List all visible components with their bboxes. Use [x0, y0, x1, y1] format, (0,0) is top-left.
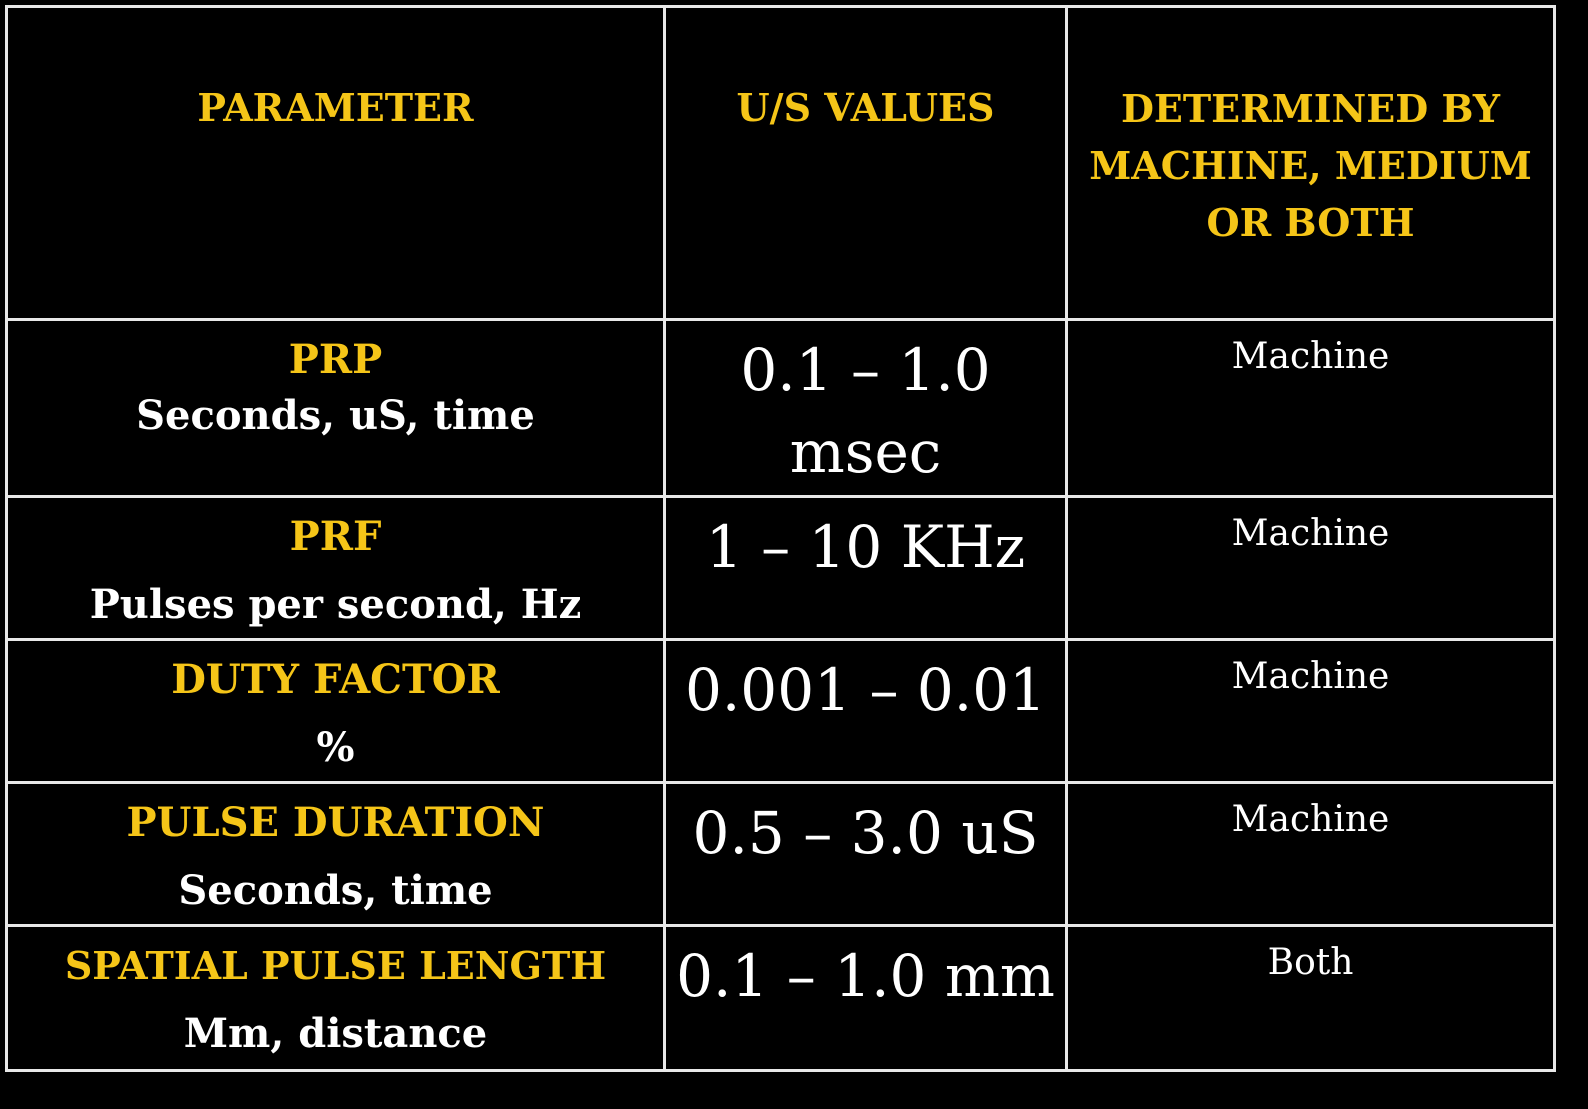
table-row: [7, 320, 1555, 497]
parameter-unit: Pulses per second, Hz: [89, 581, 582, 628]
value-cell: [665, 926, 1067, 1071]
value-cell: [665, 783, 1067, 926]
table-row: [7, 640, 1555, 783]
value-cell: [665, 640, 1067, 783]
parameter-name: PULSE DURATION: [126, 799, 545, 846]
header-cell-values: [665, 7, 1067, 320]
parameter-cell: [7, 640, 665, 783]
determined-by: Machine: [1231, 799, 1390, 840]
table-header-row: [7, 7, 1555, 320]
parameter-cell: [7, 497, 665, 640]
us-value: 0.1 – 1.0 mm: [676, 942, 1055, 1010]
parameter-unit: Mm, distance: [183, 1010, 488, 1057]
determined-by: Machine: [1231, 656, 1390, 697]
parameter-name: DUTY FACTOR: [171, 656, 500, 703]
header-determined-by: DETERMINED BY MACHINE, MEDIUM OR BOTH: [1089, 86, 1532, 245]
determined-by-cell: [1067, 497, 1555, 640]
header-values: U/S VALUES: [736, 85, 995, 130]
parameters-table: [5, 5, 1556, 1072]
determined-by-cell: [1067, 640, 1555, 783]
determined-by-cell: [1067, 783, 1555, 926]
table-row: [7, 497, 1555, 640]
parameter-name: PRP: [288, 336, 383, 383]
header-cell-parameter: [7, 7, 665, 320]
us-value: 0.5 – 3.0 uS: [692, 799, 1039, 867]
determined-by-cell: [1067, 926, 1555, 1071]
value-cell: [665, 497, 1067, 640]
determined-by: Both: [1267, 942, 1354, 983]
parameter-unit: Seconds, time: [178, 867, 493, 914]
header-parameter: PARAMETER: [197, 85, 474, 130]
value-cell: [665, 320, 1067, 497]
table-row: [7, 926, 1555, 1071]
determined-by-cell: [1067, 320, 1555, 497]
parameter-cell: [7, 320, 665, 497]
us-value: 0.1 – 1.0 msec: [740, 336, 991, 486]
us-value: 0.001 – 0.01: [684, 656, 1047, 724]
parameter-name: PRF: [289, 513, 382, 560]
parameter-name: SPATIAL PULSE LENGTH: [64, 943, 607, 988]
parameter-unit: Seconds, uS, time: [136, 392, 535, 439]
header-cell-determined-by: [1067, 7, 1555, 320]
determined-by: Machine: [1231, 513, 1390, 554]
parameter-cell: [7, 783, 665, 926]
us-value: 1 – 10 KHz: [705, 513, 1026, 581]
determined-by: Machine: [1231, 336, 1390, 377]
table-row: [7, 783, 1555, 926]
parameter-unit: %: [316, 724, 355, 771]
parameter-cell: [7, 926, 665, 1071]
